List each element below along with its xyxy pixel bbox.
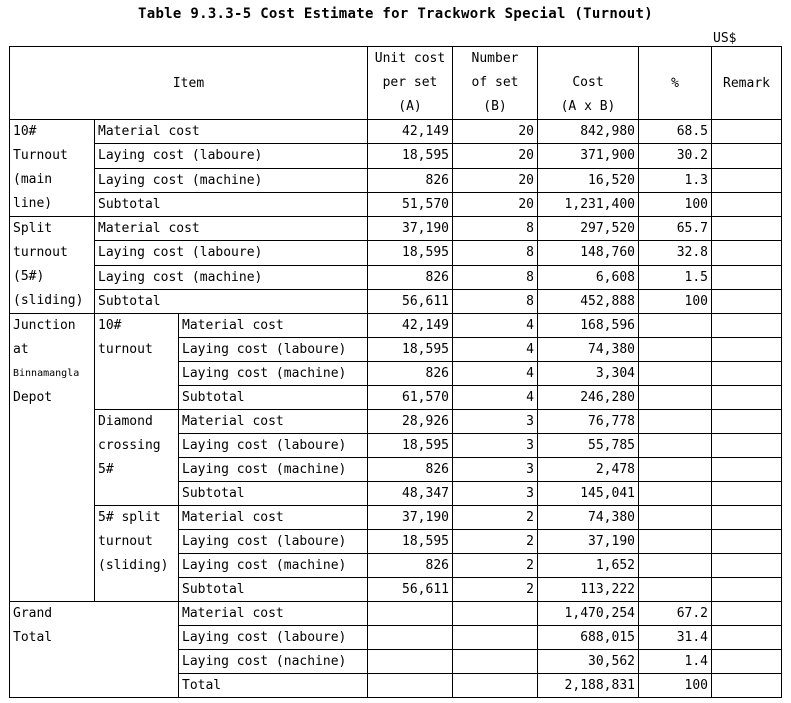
percent-cell <box>639 362 712 386</box>
number-of-set-cell: 20 <box>453 168 538 192</box>
header-cost-line: Cost <box>572 75 604 90</box>
remark-cell <box>712 458 782 482</box>
item-label: Laying cost (laboure) <box>179 434 368 458</box>
percent-cell <box>639 578 712 602</box>
header-unit-cost-line: per set <box>382 75 438 90</box>
table-row <box>10 506 782 530</box>
item-label: Subtotal <box>179 386 368 410</box>
item-label: Subtotal <box>95 192 368 216</box>
number-of-set-cell: 8 <box>453 217 538 241</box>
remark-cell <box>712 314 782 338</box>
percent-cell: 100 <box>639 674 712 698</box>
number-of-set-cell: 2 <box>453 554 538 578</box>
cost-cell: 1,652 <box>538 554 639 578</box>
number-of-set-cell <box>453 650 538 674</box>
table-row <box>10 289 782 313</box>
header-cost-line: (A x B) <box>560 99 616 114</box>
number-of-set-cell: 4 <box>453 362 538 386</box>
percent-cell <box>639 506 712 530</box>
number-of-set-cell: 4 <box>453 338 538 362</box>
unit-cost-cell: 826 <box>368 168 453 192</box>
subgroup-label-line: (sliding) <box>98 558 169 573</box>
remark-cell <box>712 626 782 650</box>
subgroup-label <box>95 314 179 410</box>
number-of-set-cell: 3 <box>453 410 538 434</box>
number-of-set-cell: 3 <box>453 434 538 458</box>
item-label: Laying cost (machine) <box>179 362 368 386</box>
group-label-line: Split <box>13 221 53 236</box>
group-label <box>10 602 179 698</box>
unit-cost-cell <box>368 602 453 626</box>
percent-cell <box>639 530 712 554</box>
group-label <box>10 120 95 217</box>
cost-cell: 3,304 <box>538 362 639 386</box>
remark-cell <box>712 674 782 698</box>
unit-cost-cell <box>368 650 453 674</box>
item-label: Laying cost (nachine) <box>179 650 368 674</box>
item-label: Subtotal <box>179 578 368 602</box>
remark-cell <box>712 362 782 386</box>
item-label: Subtotal <box>179 482 368 506</box>
percent-cell: 30.2 <box>639 144 712 168</box>
unit-cost-cell: 826 <box>368 458 453 482</box>
item-label: Total <box>179 674 368 698</box>
unit-cost-cell: 28,926 <box>368 410 453 434</box>
remark-cell <box>712 602 782 626</box>
item-label: Laying cost (machine) <box>179 554 368 578</box>
percent-cell: 68.5 <box>639 120 712 144</box>
number-of-set-cell: 3 <box>453 458 538 482</box>
table-row <box>10 192 782 216</box>
cost-cell: 246,280 <box>538 386 639 410</box>
group-label-line: (main <box>13 172 53 187</box>
item-label: Laying cost (laboure) <box>179 338 368 362</box>
unit-cost-cell: 51,570 <box>368 192 453 216</box>
table-row <box>10 265 782 289</box>
group-label-line: at <box>13 342 29 357</box>
remark-cell <box>712 386 782 410</box>
header-row <box>10 47 782 120</box>
item-label: Material cost <box>95 120 368 144</box>
cost-cell: 55,785 <box>538 434 639 458</box>
percent-cell: 100 <box>639 289 712 313</box>
cost-estimate-table <box>9 46 782 698</box>
item-label: Material cost <box>95 217 368 241</box>
cost-cell: 1,470,254 <box>538 602 639 626</box>
cost-cell: 30,562 <box>538 650 639 674</box>
item-label: Laying cost (machine) <box>95 168 368 192</box>
group-label-line: Junction <box>13 318 76 333</box>
group-label-line: Binnamangla <box>13 368 80 379</box>
header-number-line: Number <box>471 51 519 66</box>
number-of-set-cell: 3 <box>453 482 538 506</box>
number-of-set-cell: 2 <box>453 506 538 530</box>
unit-cost-cell: 18,595 <box>368 241 453 265</box>
cost-cell: 6,608 <box>538 265 639 289</box>
header-percent: % <box>639 47 712 120</box>
number-of-set-cell: 8 <box>453 241 538 265</box>
subgroup-label <box>95 410 179 506</box>
remark-cell <box>712 217 782 241</box>
group-label-line: (5#) <box>13 269 45 284</box>
currency-unit: US$ <box>713 31 737 46</box>
percent-cell <box>639 410 712 434</box>
number-of-set-cell <box>453 674 538 698</box>
unit-cost-cell: 826 <box>368 554 453 578</box>
unit-cost-cell: 48,347 <box>368 482 453 506</box>
number-of-set-cell <box>453 602 538 626</box>
remark-cell <box>712 192 782 216</box>
unit-cost-cell: 826 <box>368 362 453 386</box>
unit-cost-cell: 56,611 <box>368 289 453 313</box>
unit-cost-cell: 18,595 <box>368 144 453 168</box>
percent-cell <box>639 554 712 578</box>
unit-cost-cell: 18,595 <box>368 530 453 554</box>
subgroup-label-line: crossing <box>98 438 161 453</box>
percent-cell <box>639 482 712 506</box>
remark-cell <box>712 289 782 313</box>
percent-cell: 32.8 <box>639 241 712 265</box>
remark-cell <box>712 410 782 434</box>
table-row <box>10 314 782 338</box>
cost-cell: 842,980 <box>538 120 639 144</box>
percent-cell <box>639 386 712 410</box>
percent-cell <box>639 338 712 362</box>
table-row <box>10 120 782 144</box>
remark-cell <box>712 554 782 578</box>
cost-cell: 37,190 <box>538 530 639 554</box>
item-label: Laying cost (laboure) <box>95 241 368 265</box>
subgroup-label-line: turnout <box>98 342 153 357</box>
unit-cost-cell: 18,595 <box>368 338 453 362</box>
percent-cell <box>639 458 712 482</box>
group-label-line: Total <box>13 630 53 645</box>
remark-cell <box>712 265 782 289</box>
unit-cost-cell: 61,570 <box>368 386 453 410</box>
percent-cell: 65.7 <box>639 217 712 241</box>
item-label: Laying cost (laboure) <box>179 530 368 554</box>
percent-cell: 1.3 <box>639 168 712 192</box>
remark-cell <box>712 144 782 168</box>
group-label-line: Grand <box>13 606 53 621</box>
group-label <box>10 217 95 314</box>
unit-cost-cell <box>368 674 453 698</box>
item-label: Material cost <box>179 410 368 434</box>
cost-cell: 297,520 <box>538 217 639 241</box>
subgroup-label-line: Diamond <box>98 414 153 429</box>
cost-cell: 371,900 <box>538 144 639 168</box>
number-of-set-cell: 2 <box>453 530 538 554</box>
unit-cost-cell: 42,149 <box>368 314 453 338</box>
table-row <box>10 602 782 626</box>
group-label <box>10 314 95 602</box>
cost-cell: 148,760 <box>538 241 639 265</box>
remark-cell <box>712 650 782 674</box>
percent-cell: 1.5 <box>639 265 712 289</box>
number-of-set-cell: 8 <box>453 265 538 289</box>
cost-cell: 168,596 <box>538 314 639 338</box>
percent-cell: 1.4 <box>639 650 712 674</box>
unit-cost-cell <box>368 626 453 650</box>
number-of-set-cell <box>453 626 538 650</box>
group-label-line: Turnout <box>13 148 68 163</box>
number-of-set-cell: 20 <box>453 120 538 144</box>
header-unit-cost <box>368 47 453 120</box>
cost-cell: 76,778 <box>538 410 639 434</box>
remark-cell <box>712 530 782 554</box>
group-label-line: 10# <box>13 124 37 139</box>
header-number-line: (B) <box>483 99 507 114</box>
cost-cell: 688,015 <box>538 626 639 650</box>
item-label: Subtotal <box>95 289 368 313</box>
unit-cost-cell: 18,595 <box>368 434 453 458</box>
number-of-set-cell: 4 <box>453 314 538 338</box>
table-row <box>10 144 782 168</box>
item-label: Laying cost (laboure) <box>95 144 368 168</box>
unit-cost-cell: 37,190 <box>368 506 453 530</box>
cost-cell: 145,041 <box>538 482 639 506</box>
group-label-line: (sliding) <box>13 293 84 308</box>
cost-cell: 2,188,831 <box>538 674 639 698</box>
percent-cell: 67.2 <box>639 602 712 626</box>
subgroup-label-line: turnout <box>98 534 153 549</box>
group-label-line: Depot <box>13 390 53 405</box>
remark-cell <box>712 434 782 458</box>
item-label: Laying cost (machine) <box>95 265 368 289</box>
header-number <box>453 47 538 120</box>
remark-cell <box>712 338 782 362</box>
subgroup-label-line: 5# <box>98 462 114 477</box>
table-row <box>10 410 782 434</box>
unit-cost-cell: 56,611 <box>368 578 453 602</box>
remark-cell <box>712 241 782 265</box>
unit-cost-cell: 826 <box>368 265 453 289</box>
number-of-set-cell: 2 <box>453 578 538 602</box>
cost-cell: 16,520 <box>538 168 639 192</box>
subgroup-label-line: 10# <box>98 318 122 333</box>
header-number-line: of set <box>471 75 519 90</box>
subgroup-label <box>95 506 179 602</box>
cost-cell: 2,478 <box>538 458 639 482</box>
unit-cost-cell: 42,149 <box>368 120 453 144</box>
table-row <box>10 241 782 265</box>
remark-cell <box>712 168 782 192</box>
percent-cell <box>639 434 712 458</box>
number-of-set-cell: 20 <box>453 144 538 168</box>
percent-cell: 31.4 <box>639 626 712 650</box>
number-of-set-cell: 20 <box>453 192 538 216</box>
item-label: Material cost <box>179 314 368 338</box>
remark-cell <box>712 578 782 602</box>
number-of-set-cell: 4 <box>453 386 538 410</box>
header-unit-cost-line: (A) <box>398 99 422 114</box>
header-remark: Remark <box>712 47 782 120</box>
cost-cell: 1,231,400 <box>538 192 639 216</box>
group-label-line: line) <box>13 196 53 211</box>
subgroup-label-line: 5# split <box>98 510 161 525</box>
header-item: Item <box>10 47 368 120</box>
cost-cell: 74,380 <box>538 506 639 530</box>
item-label: Laying cost (laboure) <box>179 626 368 650</box>
remark-cell <box>712 506 782 530</box>
table-row <box>10 168 782 192</box>
cost-cell: 74,380 <box>538 338 639 362</box>
unit-cost-cell: 37,190 <box>368 217 453 241</box>
header-cost <box>538 47 639 120</box>
cost-cell: 113,222 <box>538 578 639 602</box>
number-of-set-cell: 8 <box>453 289 538 313</box>
cost-cell: 452,888 <box>538 289 639 313</box>
percent-cell <box>639 314 712 338</box>
item-label: Material cost <box>179 602 368 626</box>
table-row <box>10 217 782 241</box>
item-label: Material cost <box>179 506 368 530</box>
percent-cell: 100 <box>639 192 712 216</box>
group-label-line: turnout <box>13 245 68 260</box>
item-label: Laying cost (machine) <box>179 458 368 482</box>
table-title: Table 9.3.3-5 Cost Estimate for Trackwork Special (Turnout) <box>138 6 653 22</box>
header-unit-cost-line: Unit cost <box>374 51 446 66</box>
remark-cell <box>712 482 782 506</box>
remark-cell <box>712 120 782 144</box>
